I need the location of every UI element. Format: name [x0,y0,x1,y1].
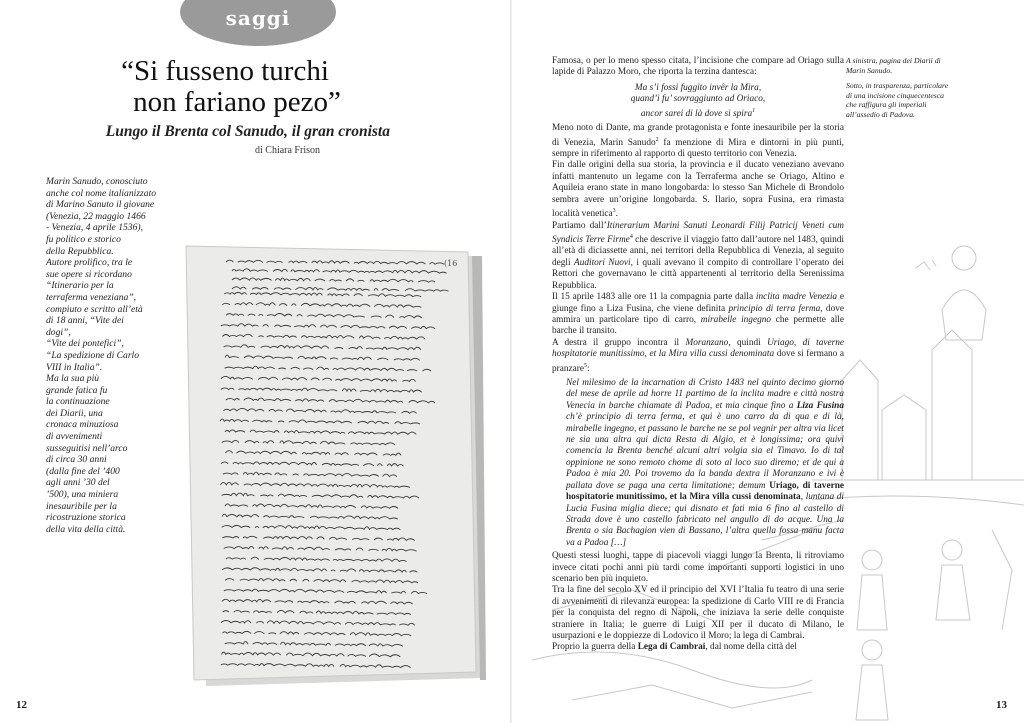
engraving-soldier [942,540,962,560]
caption-text: Sotto, in trasparenza, particolare di una incisione cinquecentesca che raffigura gli imperiali all’assedio di Padova. [846,81,949,119]
body-paragraph: Tra la fine del secolo XV ed il principio del XVI l’Italia fu teatro di una serie di avvenimenti di rilevanza europea: la spedizione di Carlo VIII re di Francia per la conquista del regno di Napoli, che iniziava la serie delle conquiste straniere in Italia; le guerre di Luigi XII per il ducato di Milano, le usurpazioni e le doppiezze di Lodovico il Moro; la lega di Cambrai. [552,585,844,641]
article-title [60,56,390,118]
sidebar-line: terraferma veneziana”, [46,291,137,303]
engraving-tower [842,360,878,480]
sidebar-line: dei Diarii, una [46,407,103,419]
engraving-lettering [916,260,936,270]
image-caption [846,56,956,126]
body-text: Proprio la guerra della [552,642,638,653]
article-subtitle: Lungo il Brenta col Sanudo, il gran cronista [105,123,390,140]
body-text: , dove ammira un particolare tipo di carro, [552,303,844,325]
sidebar-bio [46,176,178,535]
body-text: , quindi [728,337,768,348]
body-text: Partiamo dall’ [552,220,607,231]
quote-bold: Uriago, di taverne hospitatorie munitissimo, et la Mira villa cussi denominata [566,480,844,503]
manuscript-folio-number: (16 [444,259,458,268]
sidebar-line: Ma la sua più [46,373,100,385]
body-italic: Auditori Nuovi [574,257,631,268]
verse-line: quand’i fu’ sovraggiunto ad Oriaco, [630,94,766,105]
sidebar-line: di circa 30 anni [46,454,107,466]
quote-text: Nel milesimo de la incarnation di Cristo 1483 nel quinto decimo giorno del mese de aprile ad horre 11 partimo de la inclita madre e città nostra Venecia in barche chiamate di Padoa, et mia cinque fino a [566,378,844,411]
engraving-soldier [862,640,882,660]
sidebar-line: “Itinerario per la [46,280,114,292]
body-italic: Itinerarium Marini Sanuti Leonardi Filij Patricij Veneti cum Syndicis Terre Firme [552,220,844,246]
body-text: A destra il gruppo incontra il [552,337,686,348]
title-line-1: “Si fusseno turchi [121,55,329,87]
body-paragraph [552,221,844,293]
body-text: , i quali avevano il compito di controllare l’operato dei Rettori che governavano le città appartenenti al territorio della Serenissima Repubblica. [552,257,844,291]
quote-text: ch’è principio di terra ferma, et qui è uno carro da di qua e di là, mirabelle ingegno, et passano le barche ne se pol vegnir per altra via licet ne sia una altra qui dicta Resta di Algio, et è longissima; ora quivi comencia la Brenta benché alcuni altri volgia sia el Timavo. Io di tal oppinione ne sono remoto chome di soto al loco suo diremo; et de qui a Padoa è mia 20. Poi trovemo da la banda dextra il Moranzano e ivi è pallata dove se paga una certa limitatione; demum [566,412,844,491]
engraving-tower [882,395,926,480]
sidebar-line: Marin Sanudo, conosciuto [46,176,148,187]
caption-text: A sinistra, pagina dei Diarii di Marin Sanudo. [846,56,941,75]
body-paragraph: A destra il gruppo incontra il Moranzano, quindi Uriago, di taverne hospitatorie munitissimo, et la Mira villa cussi denominata dove si fermano a pranzare$^5$: [552,337,844,374]
page-number-right: 13 [996,699,1007,711]
sidebar-line: fu politico e storico [46,233,121,245]
footnote-marker: 4 [629,233,633,240]
section-tab-label: saggi [225,6,291,30]
dante-verse [552,83,844,120]
body-text: Meno noto di Dante, ma grande protagonista e fonte inesauribile per la storia di Venezia, Marin Sanudo [552,123,844,148]
body-italic: principio di terra ferma [728,303,821,314]
sidebar-line: la continuazione [46,396,110,408]
body-paragraph: Fin dalle origini della sua storia, la provincia e il ducato veneziano avevano infatti mantenuto un legame con la Terraferma anche se Oriago, Altino e Aquileia erano state in mano longobarda: lo stesso San Michele di Brondolo sembra avere un’origine longobarda. S. Ilario, sopra Fusina, era rimasta località venetica$^3$. [552,160,844,220]
engraving-soldier [862,550,882,570]
sidebar-line: VIII in Italia”. [46,361,103,373]
sidebar-line: di 18 anni, “Vite dei [46,315,124,327]
sidebar-line: ’500), una miniera [46,489,119,501]
body-paragraph [552,123,844,160]
body-italic: Moranzano [685,337,729,348]
body-text: che descrive il viaggio fatto dall’autore nel 1483, quindi all’età di diciassette anni, nei territori della Repubblica di Venezia, al seguito degli [552,235,844,268]
body-paragraph [552,292,844,338]
body-text: che permette alle barche il transito. [552,314,844,337]
sidebar-line: agli anni ’30 del [46,477,110,489]
sanudo-quotation [566,378,844,549]
sidebar-line: (dalla fine del ’400 [46,465,120,477]
verse-line [552,106,844,121]
footnote-marker: 5 [584,362,587,369]
sidebar-line: - Venezia, 4 aprile 1536), [46,222,143,234]
sidebar-line: grande fatica fu [46,384,108,396]
body-bold: Lega di Cambrai [637,642,706,653]
section-tab [180,0,336,46]
page-number-left: 12 [16,699,27,711]
sidebar-line: di avvenimenti [46,431,103,443]
sidebar-line: Autore prolifico, tra le [46,257,133,269]
sidebar-line: compiuto e scritto all’età [46,303,143,315]
sidebar-line: dogi”, [46,326,71,338]
manuscript-page [186,246,476,680]
verse-line: Ma s’i fossi fuggito invêr la Mira, [634,82,762,93]
sidebar-line: della Repubblica. [46,245,114,257]
body-italic: Uriago, di taverne hospitatorie munitissimo, et la Mira villa cussi denominata [552,337,844,360]
right-page [512,0,1024,723]
engraving-tower [932,330,972,480]
manuscript-photo [182,240,486,688]
sidebar-line: anche col nome italianizzato [46,187,157,199]
quote-text: , luntana di Lucia Fusina miglia diece; qui disnato et fati mia 6 fino al castello di Strada dove è uno castello fabricato nel angullo di do acque. Una la Brenta o sia Bachagion vien di Bassano, l’altra quella fossa manu facta va a Padoa […] [566,492,844,548]
sidebar-line: “La spedizione di Carlo [46,349,140,361]
footnote-marker: 2 [655,136,659,143]
verse-line-text: ancor sarei di là dove si spira [640,108,753,119]
sidebar-line: susseguitisi nell’arco [46,442,128,454]
footnote-marker: 1 [752,107,756,114]
title-line-2: non fariano pezo” [133,86,341,118]
sidebar-line: sue opere si ricordano [46,268,132,280]
sidebar-line: (Venezia, 22 maggio 1466 [46,210,146,222]
quote-bold: Liza Fusina [796,400,844,411]
footnote-marker: 3 [612,208,616,215]
sidebar-line: della vita della città. [46,523,126,535]
body-text: , dal nome della città del [705,642,797,653]
body-text: dove si fermano a pranzare [552,349,844,374]
body-text: fa menzione di Mira e dintorni in più punti, sempre in riferimento al rapporto di questo territorio con Venezia. [552,137,844,160]
body-italic: mirabelle ingegno [700,314,772,325]
engraving-figure-body [942,290,986,340]
body-italic: inclita madre Venezia [755,292,838,303]
sidebar-line: ricostruzione storica [46,512,126,524]
sidebar-line: inesauribile per la [46,500,117,512]
body-paragraph: Famosa, o per lo meno spesso citata, l’incisione che compare ad Oriago sulla lapide di Palazzo Moro, che riporta la terzina dantesca: [552,56,844,78]
byline: di Chiara Frison [255,145,320,156]
sidebar-line: di Marino Sanuto il giovane [46,199,155,211]
sidebar-line: cronaca minuziosa [46,419,119,431]
body-paragraph [552,642,844,653]
body-paragraph: Questi stessi luoghi, tappe di piacevoli viaggi lungo la Brenta, li ritroviamo invece citati pochi anni più tardi come importanti supporti logistici in uno scenario ben più inquieto. [552,551,844,584]
left-page [0,0,511,723]
body-text: Il 15 aprile 1483 alle ore 11 la compagnia parte dalla [552,292,756,303]
body-text: Fin dalle origini della sua storia, la provincia e il ducato veneziano avevano infatti mantenuto un legame con la Terraferma anche se Oriago, Altino e Aquileia erano state in mano longobarda: lo stesso San Michele di Brondolo sembra avere un’origine longobarda. S. Ilario, sopra Fusina, era rimasta località venetica [552,160,844,220]
article-body [552,56,844,654]
sidebar-line: “Vite dei pontefici”, [46,338,124,350]
engraving-figure-head [952,246,976,270]
body-text: e giunge fino a Liza Fusina, che viene definita [552,292,845,314]
